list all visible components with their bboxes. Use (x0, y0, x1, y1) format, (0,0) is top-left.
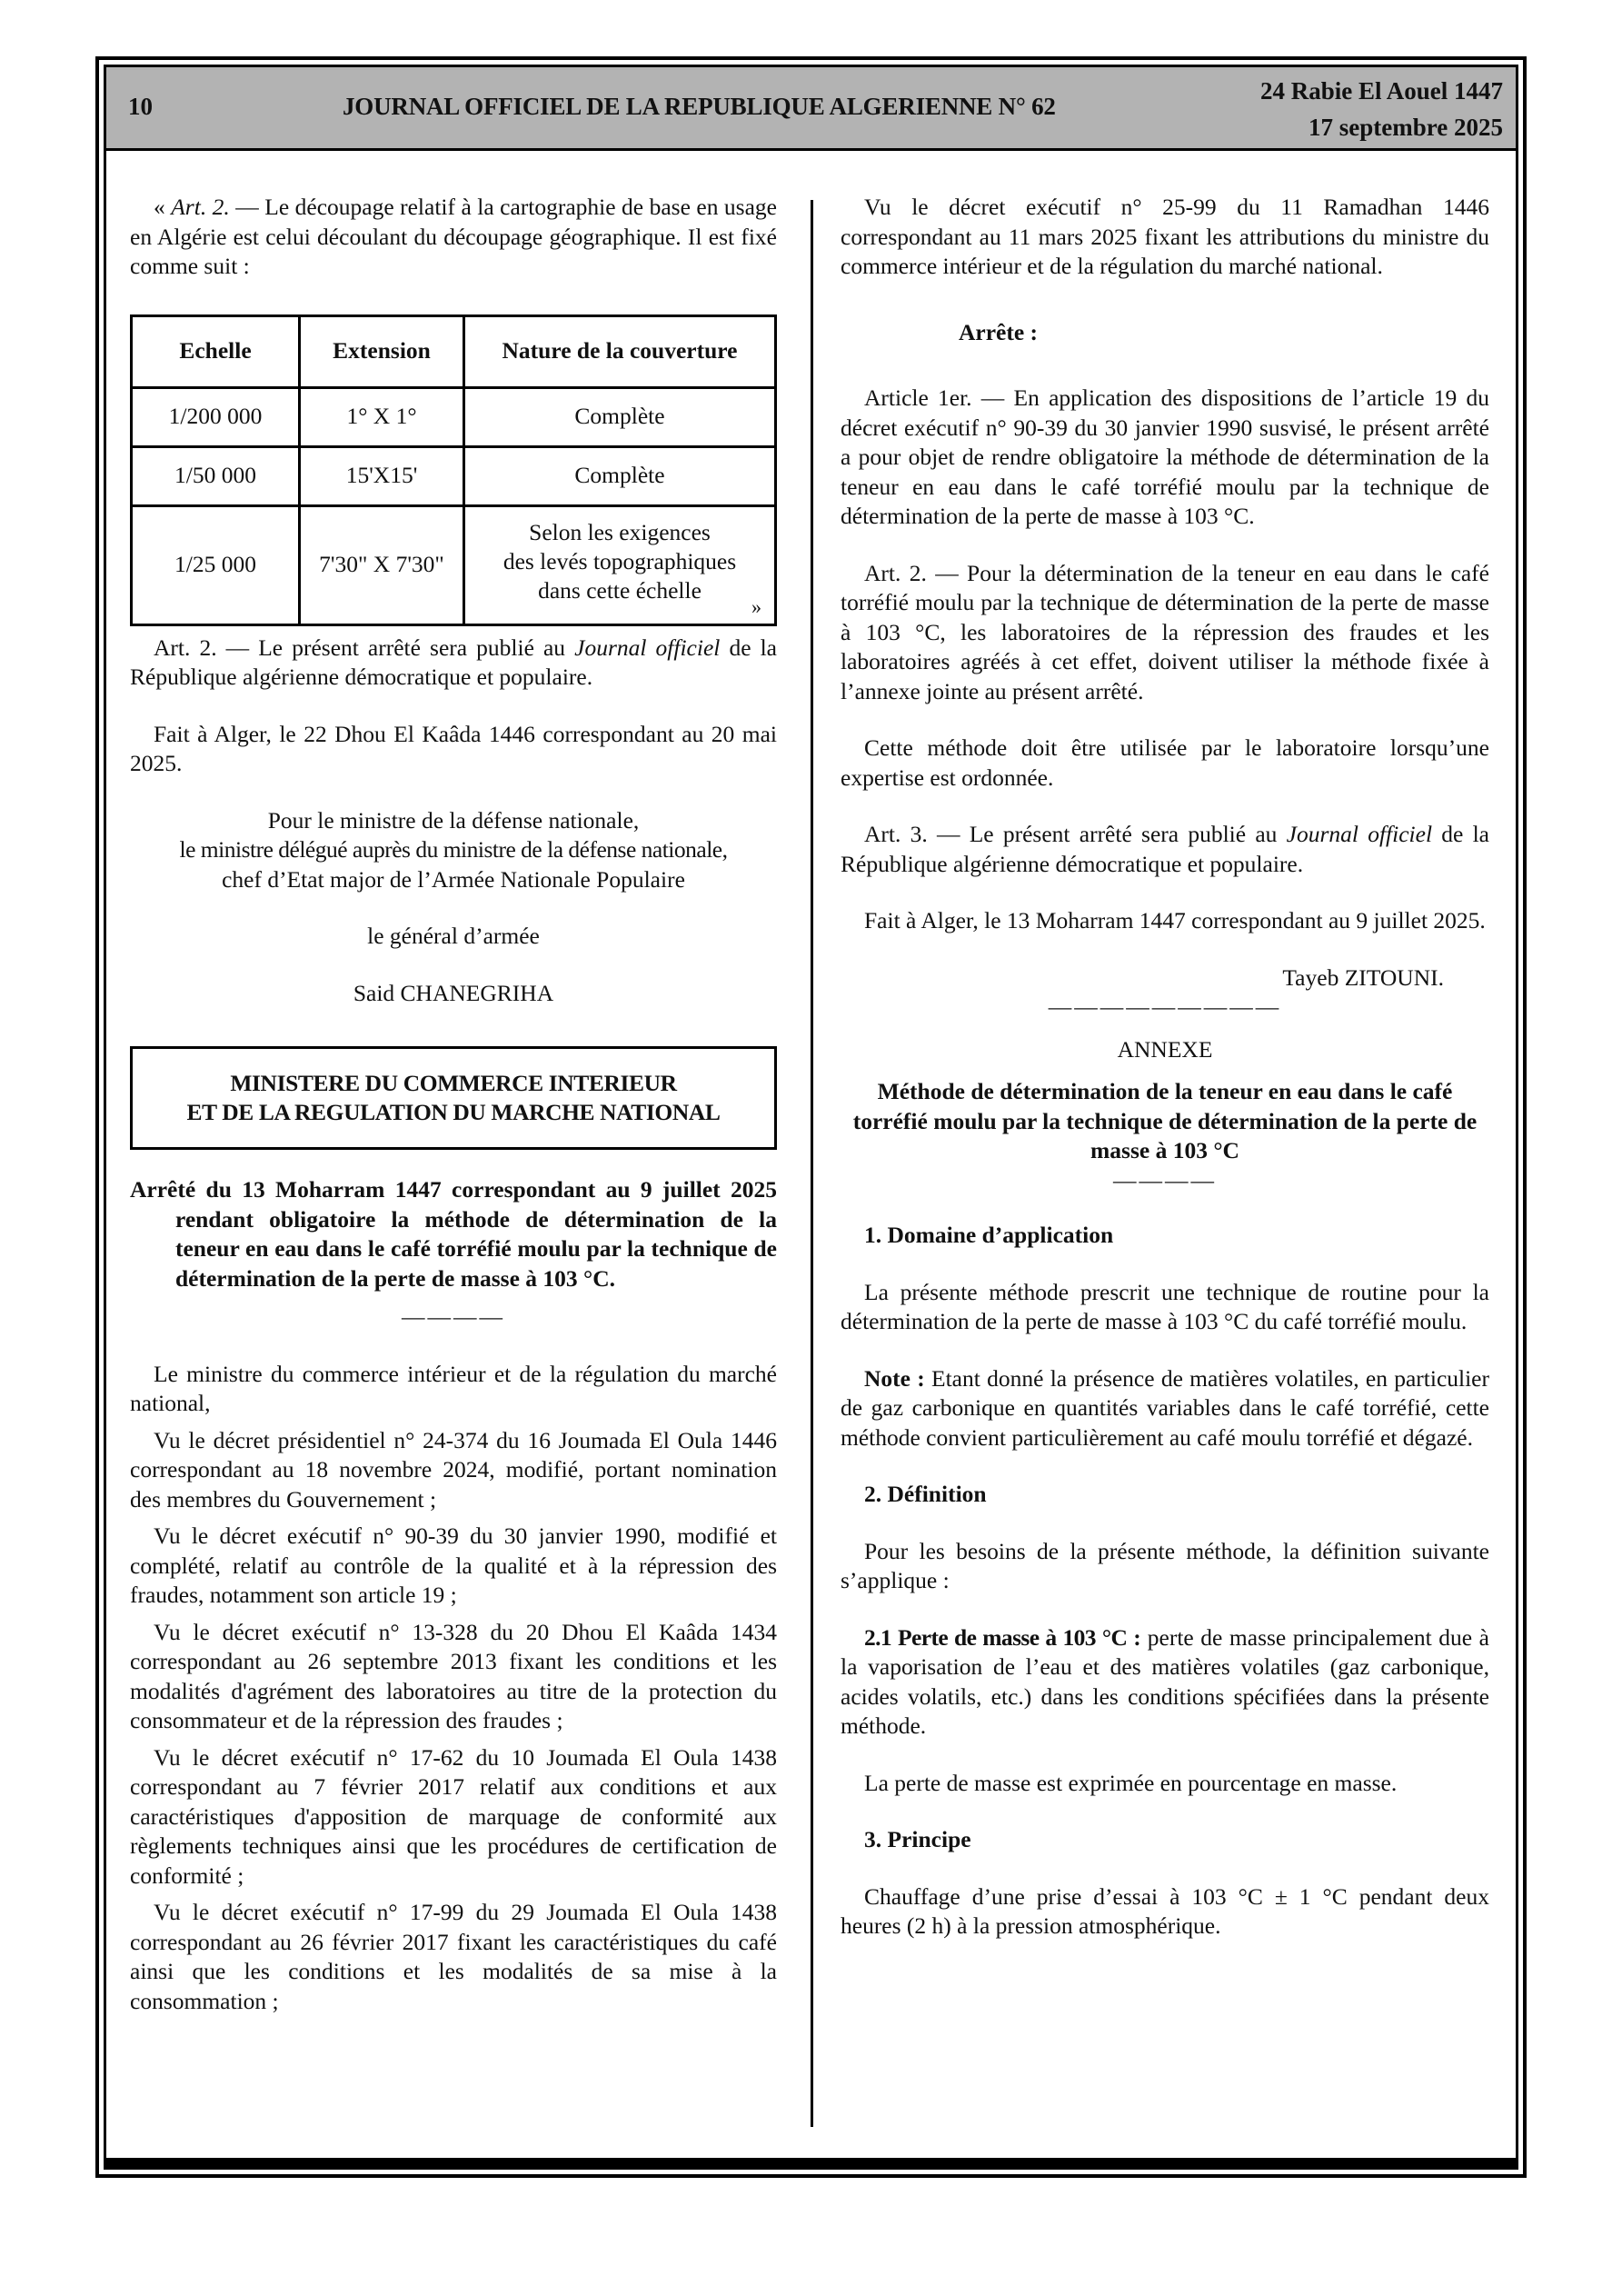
hijri-date: 24 Rabie El Aouel 1447 (1259, 77, 1503, 105)
column-divider (811, 200, 813, 2127)
journal-title: JOURNAL OFFICIEL DE LA REPUBLIQUE ALGERIENNE N° 62 (343, 93, 1056, 120)
art2-publication: Art. 2. — Le présent arrêté sera publié au Journal officiel de la République algérienne démocratique et populaire. (130, 634, 777, 690)
section-2-intro: Pour les besoins de la présente méthode, la définition suivante s’applique : (841, 1537, 1489, 1593)
signature-block: Pour le ministre de la défense nationale, le ministre délégué auprès du ministre de la défense nationale, chef d’Etat major de l’Armée Nationale Populaire le général d’armée Said CHANEGRIHA (130, 806, 777, 1009)
cell-extension: 15'X15' (300, 446, 464, 505)
cell-extension: 1° X 1° (300, 387, 464, 446)
cell-nature: Complète (464, 446, 776, 505)
visa-paragraph: Vu le décret exécutif n° 17-99 du 29 Joumada El Oula 1438 correspondant au 26 février 2017 fixant les caractéristiques du café ainsi que les conditions et les modalités de sa mise à la consommation ; (130, 1899, 777, 2014)
separator: ———— (1113, 1166, 1217, 1193)
fait-a-alger: Fait à Alger, le 13 Moharram 1447 correspondant au 9 juillet 2025. (864, 907, 1486, 933)
article-3: Art. 3. — Le présent arrêté sera publié au Journal officiel de la République algérienne démocratique et populaire. (841, 821, 1489, 877)
page-number: 10 (128, 93, 153, 120)
ministry-heading-box: MINISTERE DU COMMERCE INTERIEUR ET DE LA REGULATION DU MARCHE NATIONAL (130, 1046, 777, 1150)
annexe-title: Méthode de détermination de la teneur en eau dans le café torréfié moulu par la technique de détermination de la perte de masse à 103 °C (852, 1078, 1478, 1163)
table-row (132, 387, 776, 446)
signatory-rank: le général d’armée (367, 923, 540, 949)
cartography-table (130, 314, 777, 626)
note-paragraph: Note : Etant donné la présence de matières volatiles, en particulier de gaz carbonique en quantités variables dans le café torréfié, cette méthode convient particulièrement au café moulu torréfié et dégazé. (841, 1364, 1489, 1451)
col-header-extension: Extension (300, 315, 464, 387)
closing-quote: » (751, 594, 761, 618)
section-1-text: La présente méthode prescrit une technique de routine pour la détermination de la perte de masse à 103 °C du café torréfié moulu. (841, 1278, 1489, 1334)
section-1-heading: 1. Domaine d’application (864, 1222, 1114, 1248)
visa-paragraph: Vu le décret exécutif n° 90-39 du 30 janvier 1990, modifié et complété, relatif au contrôle de la qualité et à la répression des fraudes, notamment son article 19 ; (130, 1522, 777, 1608)
table-header-row (132, 315, 776, 387)
visa-paragraph: Vu le décret présidentiel n° 24-374 du 16 Joumada El Oula 1446 correspondant au 18 novembre 2024, modifié, portant nomination des membres du Gouvernement ; (130, 1426, 777, 1512)
visa-paragraph: Vu le décret exécutif n° 25-99 du 11 Ramadhan 1446 correspondant au 11 mars 2025 fixant les attributions du ministre du commerce intérieur et de la régulation du marché national. (841, 194, 1489, 279)
definition-2-1-note: La perte de masse est exprimée en pourcentage en masse. (864, 1769, 1398, 1796)
cell-nature: Complète (464, 387, 776, 446)
issue-date (1260, 73, 1503, 145)
fait-a-alger: Fait à Alger, le 22 Dhou El Kaâda 1446 correspondant au 20 mai 2025. (130, 720, 777, 776)
annexe-label: ANNEXE (1117, 1035, 1213, 1063)
signatory-name: Said CHANEGRIHA (353, 979, 554, 1006)
visa-paragraph: Vu le décret exécutif n° 17-62 du 10 Joumada El Oula 1438 correspondant au 7 février 2017 relatif aux conditions et aux caractéristiques d'apposition de marquage de conformité aux règlements techniques ainsi que les procédures de certification de conformité ; (130, 1743, 777, 1889)
article-2-note: Cette méthode doit être utilisée par le laboratoire lorsqu’une expertise est ordonnée. (841, 734, 1489, 791)
visa-paragraph: Vu le décret exécutif n° 13-328 du 20 Dhou El Kaâda 1434 correspondant au 26 septembre 2013 fixant les conditions et les modalités d'agrément des laboratoires au titre de la protection du consommateur et de la répression des fraudes ; (130, 1618, 777, 1733)
signatory-name: Tayeb ZITOUNI. (1282, 963, 1444, 991)
separator: ————————— (1048, 993, 1282, 1020)
arrete-label: Arrête : (959, 318, 1039, 345)
visa-paragraph: Le ministre du commerce intérieur et de la régulation du marché national, (130, 1360, 777, 1416)
cell-echelle: 1/25 000 (132, 505, 300, 624)
art2-amendment-intro: « Art. 2. — Le découpage relatif à la cartographie de base en usage en Algérie est celui découlant du découpage géographique. Il est fixé comme suit : (130, 194, 777, 279)
separator: ———— (402, 1303, 505, 1330)
col-header-nature: Nature de la couverture (464, 315, 776, 387)
col-header-echelle: Echelle (132, 315, 300, 387)
cell-nature: Selon les exigences des levés topographiques dans cette échelle » (464, 505, 776, 624)
gregorian-date: 17 septembre 2025 (1309, 114, 1503, 141)
article-1: Article 1er. — En application des dispositions de l’article 19 du décret exécutif n° 90-39 du 30 janvier 1990 susvisé, le présent arrêté a pour objet de rendre obligatoire la méthode de détermination de la teneur en eau dans le café torréfié moulu par la technique de détermination de la perte de masse à 103 °C. (841, 384, 1489, 529)
arrete-title: Arrêté du 13 Moharram 1447 correspondant au 9 juillet 2025 rendant obligatoire la méthode de détermination de la teneur en eau dans le café torréfié moulu par la technique de détermination de la perte de masse à 103 °C. (130, 1176, 777, 1292)
definition-2-1: 2.1 Perte de masse à 103 °C : perte de masse principalement due à la vaporisation de l’eau et des matières volatiles (gaz carbonique, acides volatils, etc.) dans les conditions spécifiées dans la présente méthode. (841, 1623, 1489, 1739)
section-2-heading: 2. Définition (864, 1481, 987, 1507)
article-2: Art. 2. — Pour la détermination de la teneur en eau dans le café torréfié moulu par la technique de détermination de la perte de masse à 103 °C, les laboratoires de la répression des fraudes et les laboratoires agréés à cet effet, doivent utiliser la méthode fixée à l’annexe jointe au présent arrêté. (841, 559, 1489, 704)
section-3-text: Chauffage d’une prise d’essai à 103 °C ± 1 °C pendant deux heures (2 h) à la pression atmosphérique. (841, 1882, 1489, 1939)
cell-echelle: 1/50 000 (132, 446, 300, 505)
left-column (130, 193, 777, 2016)
right-column (841, 193, 1489, 1942)
table-row (132, 446, 776, 505)
table-row (132, 505, 776, 624)
journal-header (106, 67, 1516, 151)
section-3-heading: 3. Principe (864, 1826, 971, 1852)
cell-echelle: 1/200 000 (132, 387, 300, 446)
page-bottom-rule (104, 2158, 1518, 2167)
cell-extension: 7'30" X 7'30" (300, 505, 464, 624)
